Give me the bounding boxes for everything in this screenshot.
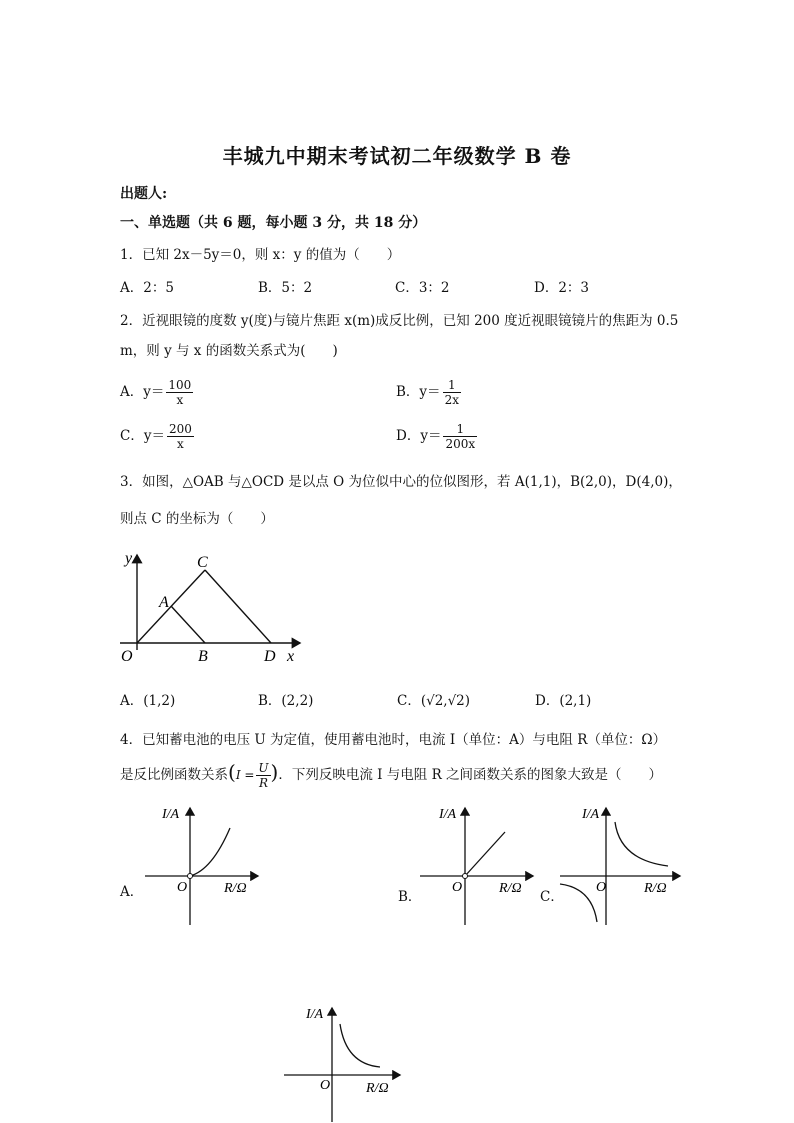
page-title: 丰城九中期末考试初二年级数学 B 卷	[222, 144, 572, 168]
graph-x-label: R/Ω	[499, 881, 522, 896]
question-2-line2: m，则 y 与 x 的函数关系式为( )	[120, 343, 338, 359]
graph-y-label: I/A	[439, 807, 457, 822]
segment-cd	[205, 570, 271, 643]
q3-option-a: A．(1,2)	[120, 693, 176, 709]
figure-label-c: C	[197, 554, 208, 571]
figure-label-x: x	[287, 648, 295, 665]
graph-branch-positive	[340, 1024, 380, 1067]
graph-x-label: R/Ω	[224, 881, 247, 896]
graph-origin-label: O	[177, 880, 188, 895]
graph-origin-label: O	[320, 1078, 331, 1093]
q4-option-b-label: B．	[398, 889, 422, 905]
question-4-line2: 是反比例函数关系(I = $\frac{U}{R}$ )．下列反映电流 I 与电阻 R 之间函数关系的图象大致是（ ）	[120, 760, 663, 790]
author-label: 出题人:	[120, 186, 168, 202]
graph-origin-label: O	[452, 880, 463, 895]
q1-option-c: C．3：2	[395, 280, 450, 296]
q4-graph-d	[282, 1000, 412, 1123]
graph-origin-label: O	[596, 880, 607, 895]
section-heading: 一、单选题（共 6 题，每小题 3 分，共 18 分）	[120, 215, 427, 231]
graph-y-label: I/A	[582, 807, 600, 822]
graph-x-label: R/Ω	[644, 881, 667, 896]
q2-option-b: B．y＝ $\frac{1}{2x}$	[396, 378, 459, 407]
q3-option-b: B．(2,2)	[258, 693, 314, 709]
graph-branch-negative	[560, 884, 597, 922]
graph-branch-positive	[615, 822, 668, 866]
question-3-line1: 3．如图，△OAB 与△OCD 是以点 O 为位似中心的位似图形，若 A(1,1)，B(2,0)，D(4,0)，	[120, 474, 682, 490]
question-3-line2: 则点 C 的坐标为（ ）	[120, 511, 274, 527]
q1-option-b: B．5：2	[258, 280, 313, 296]
graph-x-label: R/Ω	[366, 1081, 389, 1096]
q3-option-c: C．(√2,√2)	[397, 693, 471, 709]
figure-label-b: B	[198, 648, 208, 665]
q3-option-d: D．(2,1)	[535, 693, 592, 709]
segment-ab	[171, 606, 205, 643]
graph-curve	[190, 828, 230, 876]
q4-option-a-label: A．	[120, 884, 144, 900]
origin-point	[463, 874, 468, 879]
question-4-line1: 4．已知蓄电池的电压 U 为定值，使用蓄电池时，电流 I（单位：A）与电阻 R（单位：Ω）	[120, 732, 667, 748]
q4-graph-a	[140, 800, 265, 930]
q1-option-a: A．2：5	[120, 280, 174, 296]
q2-option-d: D．y＝ $\frac{1}{200x}$	[396, 422, 476, 451]
q4-graph-b	[415, 800, 540, 930]
graph-y-label: I/A	[306, 1007, 324, 1022]
q2-option-a: A．y＝ $\frac{100}{x}$	[120, 378, 192, 407]
figure-label-a: A	[159, 594, 169, 611]
q4-option-c-label: C．	[540, 889, 564, 905]
q4-graph-c	[558, 800, 688, 930]
figure-label-d: D	[264, 648, 276, 665]
origin-point	[188, 874, 193, 879]
q3-triangle-figure	[115, 545, 315, 670]
q2-option-c: C．y＝ $\frac{200}{x}$	[120, 422, 192, 451]
graph-y-label: I/A	[162, 807, 180, 822]
figure-label-y: y	[125, 550, 133, 567]
graph-line	[465, 832, 505, 876]
question-1-text: 1．已知 2x－5y＝0，则 x：y 的值为（ ）	[120, 247, 401, 263]
q1-option-d: D．2：3	[534, 280, 590, 296]
question-2-line1: 2．近视眼镜的度数 y(度)与镜片焦距 x(m)成反比例，已知 200 度近视眼镜镜片的焦距为 0.5	[120, 313, 679, 329]
figure-label-o: O	[121, 648, 133, 665]
